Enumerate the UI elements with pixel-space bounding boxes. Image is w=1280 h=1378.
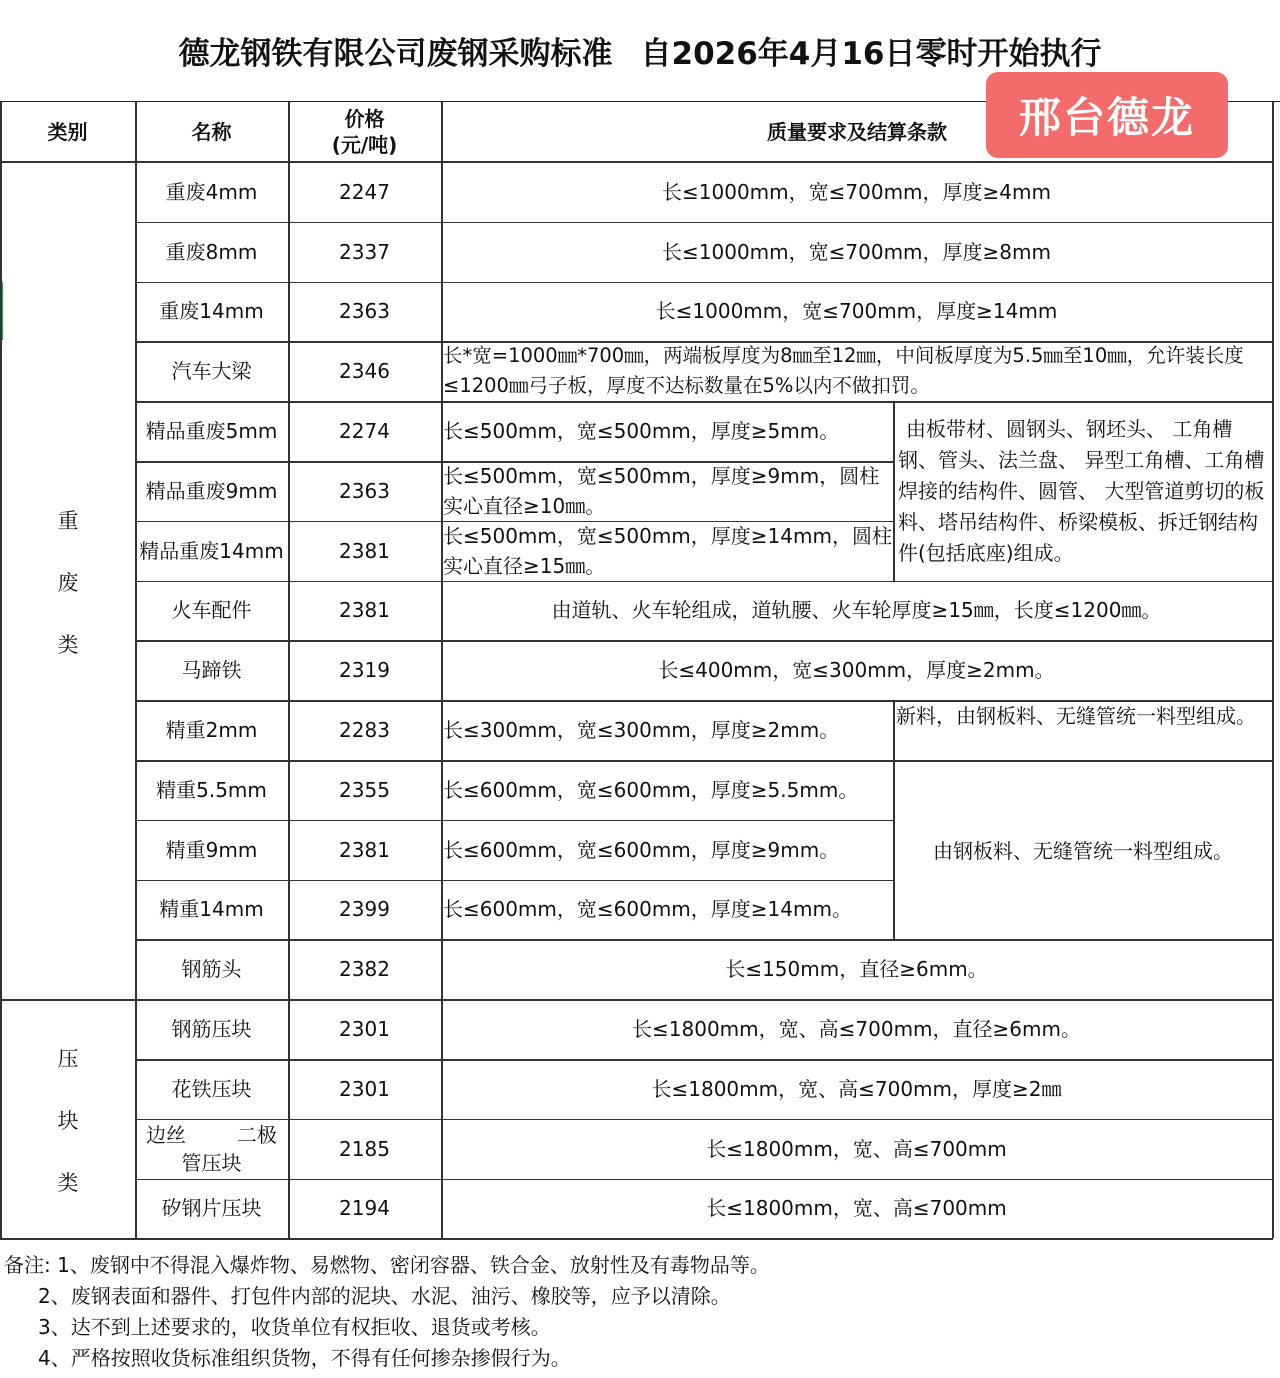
remark-line: 备注: 1、废钢中不得混入爆炸物、易燃物、密闭容器、铁合金、放射性及有毒物品等。 xyxy=(4,1253,770,1277)
row-requirement: 长≤1000mm，宽≤700mm，厚度≥4mm xyxy=(662,179,1051,204)
grid-line xyxy=(135,461,894,463)
row-requirement: 长≤1800mm，宽、高≤700mm，厚度≥2㎜ xyxy=(651,1076,1062,1101)
row-name: 精重14mm xyxy=(159,897,264,922)
side-note-jingpin: 由板带材、圆钢头、钢坯头、 工角槽钢、管头、法兰盘、 异型工角槽、工角槽焊接的结构件、圆管、 大型管道剪切的板料、塔吊结构件、桥梁模板、拆迁钢结构件(包括底座)组成。 xyxy=(898,417,1265,565)
category-char: 压 xyxy=(57,1047,79,1071)
header-price-unit: (元/吨) xyxy=(331,133,398,157)
row-name: 精品重废5mm xyxy=(145,419,278,444)
category-compressed-block xyxy=(48,1028,88,1214)
grid-line xyxy=(135,521,894,523)
row-requirement: 长≤1800mm，宽、高≤700mm xyxy=(706,1136,1007,1161)
grid-line xyxy=(135,760,1273,762)
grid-line xyxy=(135,700,1273,702)
remark-line: 4、严格按照收货标准组织货物，不得有任何掺杂掺假行为。 xyxy=(38,1346,571,1370)
row-price: 2337 xyxy=(339,239,390,264)
grid-line xyxy=(0,1238,1273,1240)
row-requirement: 由道轨、火车轮组成，道轨腰、火车轮厚度≥15㎜，长度≤1200㎜。 xyxy=(551,598,1162,623)
row-price: 2381 xyxy=(339,598,390,623)
row-price: 2346 xyxy=(339,359,390,384)
row-name: 花铁压块 xyxy=(171,1076,252,1101)
header-category: 类别 xyxy=(47,120,88,144)
grid-line xyxy=(135,820,894,822)
row-requirement: 长≤500mm，宽≤500mm，厚度≥14mm，圆柱实心直径≥15㎜。 xyxy=(443,523,892,578)
grid-line xyxy=(135,222,1273,224)
row-name: 汽车大梁 xyxy=(171,359,252,384)
row-price: 2185 xyxy=(339,1136,390,1161)
row-price: 2363 xyxy=(339,478,390,503)
row-price: 2194 xyxy=(339,1196,390,1221)
category-char: 类 xyxy=(57,633,79,657)
grid-line xyxy=(135,581,1273,583)
category-char: 重 xyxy=(57,509,79,533)
row-name: 钢筋压块 xyxy=(171,1017,252,1042)
grid-line xyxy=(135,939,1273,941)
row-name: 马蹄铁 xyxy=(181,658,242,683)
category-char: 废 xyxy=(57,571,79,595)
row-price: 2381 xyxy=(339,837,390,862)
row-requirement: 长≤1000mm，宽≤700mm，厚度≥14mm xyxy=(655,299,1058,324)
row-price: 2319 xyxy=(339,658,390,683)
row-price: 2363 xyxy=(339,299,390,324)
grid-line xyxy=(0,102,2,1238)
row-requirement: 长≤500mm，宽≤500mm，厚度≥9mm，圆柱实心直径≥10㎜。 xyxy=(443,463,880,518)
header-price-label: 价格 xyxy=(344,107,385,131)
remark-line: 3、达不到上述要求的，收货单位有权拒收、退货或考核。 xyxy=(38,1315,551,1339)
row-requirement: 长≤300mm，宽≤300mm，厚度≥2mm。 xyxy=(443,718,840,743)
remarks xyxy=(4,1250,770,1374)
row-requirement: 长≤1800mm，宽、高≤700mm，直径≥6mm。 xyxy=(632,1017,1081,1042)
title-effective-date: 自2026年4月16日零时开始执行 xyxy=(640,36,1102,72)
watermark-badge: 邢台德龙 xyxy=(986,72,1228,158)
row-name xyxy=(135,1119,288,1179)
row-name: 精重9mm xyxy=(165,837,258,862)
row-price: 2399 xyxy=(339,897,390,922)
grid-line xyxy=(893,700,895,939)
grid-line xyxy=(135,1179,1273,1181)
row-price: 2247 xyxy=(339,179,390,204)
row-price: 2382 xyxy=(339,957,390,982)
remark-line: 2、废钢表面和器件、打包件内部的泥块、水泥、油污、橡胶等，应予以清除。 xyxy=(38,1284,731,1308)
row-name: 矽钢片压块 xyxy=(161,1196,262,1221)
header-requirement: 质量要求及结算条款 xyxy=(767,120,947,144)
row-requirement: 长≤600mm，宽≤600mm，厚度≥14mm。 xyxy=(443,897,852,922)
header-price xyxy=(288,102,441,162)
grid-line xyxy=(288,102,290,1238)
row-requirement: 长≤500mm，宽≤500mm，厚度≥5mm。 xyxy=(443,419,840,444)
row-price: 2301 xyxy=(339,1017,390,1042)
grid-line xyxy=(135,1059,1273,1061)
row-price: 2355 xyxy=(339,777,390,802)
title-main: 德龙钢铁有限公司废钢采购标准 xyxy=(178,36,613,72)
row-requirement: 长≤1000mm，宽≤700mm，厚度≥8mm xyxy=(662,239,1051,264)
category-char: 块 xyxy=(57,1109,79,1133)
grid-line xyxy=(135,341,1273,343)
row-name: 精重2mm xyxy=(165,718,258,743)
grid-line xyxy=(1272,102,1274,1238)
row-price: 2283 xyxy=(339,718,390,743)
row-name: 重废8mm xyxy=(165,239,258,264)
row-requirement: 长≤600mm，宽≤600mm，厚度≥5.5mm。 xyxy=(443,777,859,802)
row-name: 钢筋头 xyxy=(181,957,242,982)
row-name: 精品重废9mm xyxy=(145,478,278,503)
row-name: 精品重废14mm xyxy=(139,538,284,563)
category-char: 类 xyxy=(57,1171,79,1195)
grid-line xyxy=(135,640,1273,642)
row-requirement: 长≤1800mm，宽、高≤700mm xyxy=(706,1196,1007,1221)
grid-line xyxy=(0,999,1273,1001)
grid-line xyxy=(135,401,1273,403)
row-requirement: 长*宽=1000㎜*700㎜，两端板厚度为8㎜至12㎜，中间板厚度为5.5㎜至10㎜，允许装长度≤1200㎜弓子板，厚度不达标数量在5%以内不做扣罚。 xyxy=(443,344,1244,398)
row-requirement: 长≤600mm，宽≤600mm，厚度≥9mm。 xyxy=(443,837,840,862)
side-note-jingzhong2: 新料，由钢板料、无缝管统一料型组成。 xyxy=(896,704,1256,728)
grid-line xyxy=(0,161,1273,163)
grid-line xyxy=(135,282,1273,284)
row-name-line: 管压块 xyxy=(181,1150,242,1175)
grid-line xyxy=(893,401,895,580)
row-requirement: 长≤400mm，宽≤300mm，厚度≥2mm。 xyxy=(658,658,1055,683)
grid-line xyxy=(441,102,443,1238)
grid-line xyxy=(135,102,137,1238)
row-name: 精重5.5mm xyxy=(156,777,267,802)
side-note-jingzhong: 由钢板料、无缝管统一料型组成。 xyxy=(933,839,1233,863)
row-name: 重废14mm xyxy=(159,299,264,324)
row-price: 2381 xyxy=(339,538,390,563)
category-heavy-scrap xyxy=(48,490,88,676)
grid-line xyxy=(135,1119,1273,1121)
row-name: 重废4mm xyxy=(165,179,258,204)
row-price: 2274 xyxy=(339,419,390,444)
row-requirement: 长≤150mm，直径≥6mm。 xyxy=(725,957,988,982)
header-name: 名称 xyxy=(191,120,232,144)
row-name-line: 边丝 二极 xyxy=(146,1122,277,1147)
grid-line xyxy=(135,880,894,882)
row-name: 火车配件 xyxy=(171,598,252,623)
row-price: 2301 xyxy=(339,1076,390,1101)
